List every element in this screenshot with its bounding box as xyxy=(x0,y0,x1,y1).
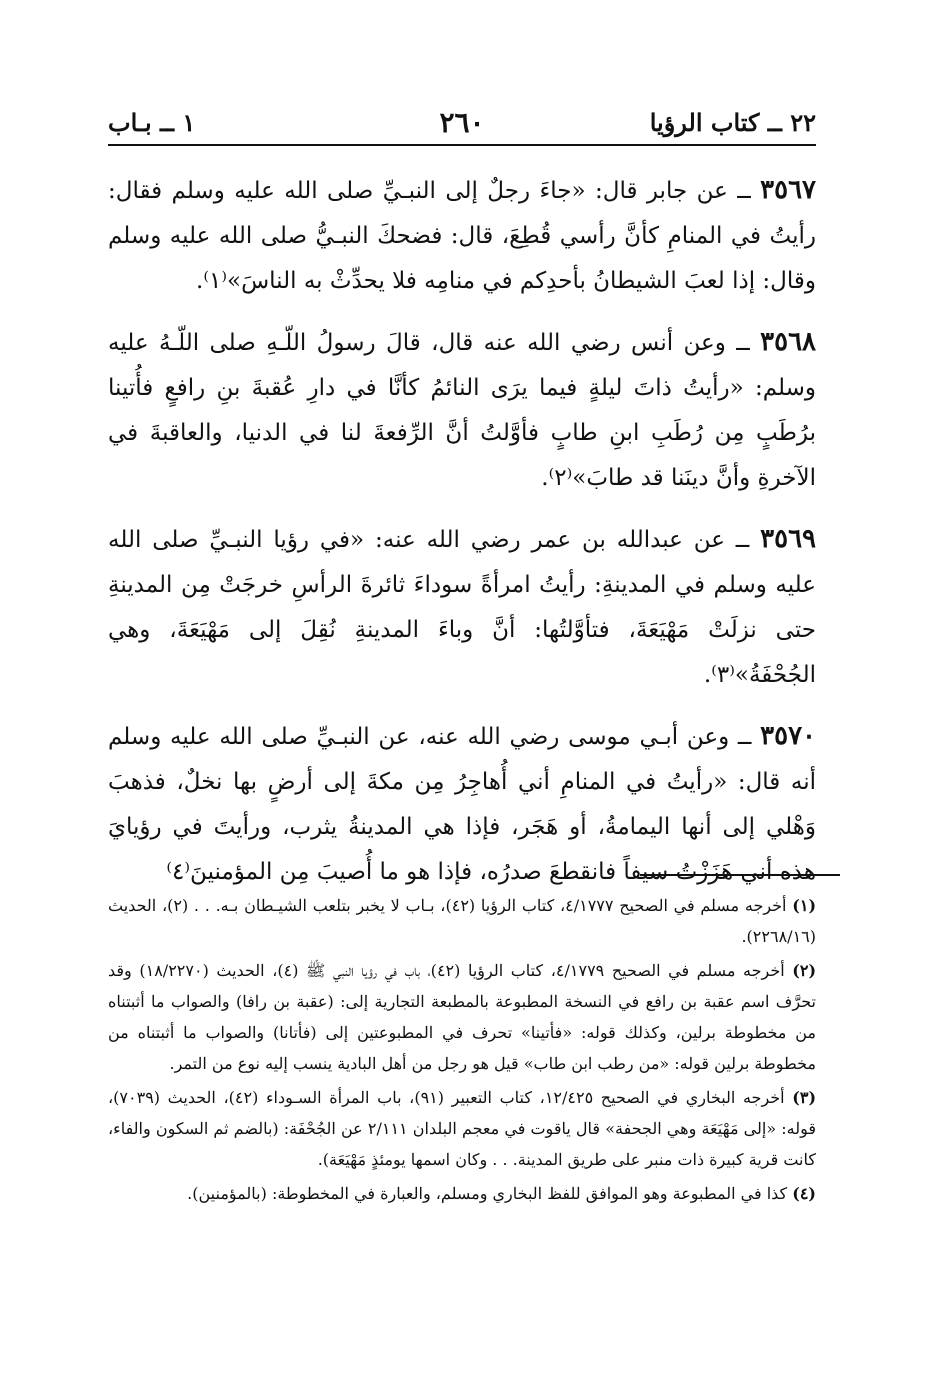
hadith-number: ٣٥٧٠ xyxy=(760,721,817,751)
hadith-3570 xyxy=(108,714,816,895)
hadith-3568 xyxy=(108,320,816,501)
footnote-text: أخرجه البخاري في الصحيح ١٢/٤٢٥، كتاب التعبير (٩١)، باب المرأة السـوداء (٤٢)، الحديث (٧٠٣٩)، قوله: «إلى مَهْيَعَة وهي الجحفة» قال ياقوت في معجم البلدان ٢/١١١ عن الجُحْفَة: (بالضم ثم السكون والفاء، كانت قرية كبيرة ذات منبر على طريق المدينة. . . وكان اسمها يومئذٍ مَهْيَعَة). xyxy=(108,1088,817,1169)
hadith-3569 xyxy=(108,517,816,698)
footnote-4 xyxy=(108,1178,816,1209)
footnote-number: (٢) xyxy=(792,961,817,980)
book-title: ٢٢ ــ كتاب الرؤيا xyxy=(649,108,816,137)
footnote-text: أخرجه مسلم في الصحيح ٤/١٧٧٧، كتاب الرؤيا (٤٢)، بـاب لا يخبر بتلعب الشيـطان بـه. . . (٢)، الحديث (٢٢٦٨/١٦). xyxy=(108,896,816,946)
footnote-number: (١) xyxy=(792,896,817,915)
hadith-number: ٣٥٦٧ xyxy=(760,175,817,205)
footnote-text: أخرجه مسلم في الصحيح ٤/١٧٧٩، كتاب الرؤيا (٤٢)، باب في رؤيا النبي ﷺ (٤)، الحديث (١٨/٢٢٧٠) وقد تحرَّف اسم عقبة بن رافع في النسخة المطبوعة بالمطبعة التجارية إلى: (عقبة بن رافا) والصواب ما أثبتناه من مخطوطة برلين، وكذلك قوله: «فأتينا» تحرف في المطبوعتين إلى (فأتانا) والصواب ما أثبتناه من مخطوطة برلين قوله: «من رطب ابن طاب» قيل هو رجل من أهل البادية ينسب إليه نوع من التمر. xyxy=(108,961,816,1073)
hadith-text: ــ عن عبدالله بن عمر رضي الله عنه: «في رؤيا النبـيِّ صلى الله عليه وسلم في المدينةِ: رأيتُ امرأةً سوداءَ ثائرةَ الرأسِ خرجَتْ مِن المدينةِ حتى نزلَتْ مَهْيَعَةَ، فتأوَّلتُها: أنَّ وباءَ المدينةِ نُقِلَ إلى مَهْيَعَةَ، وهي الجُحْفَةُ»⁽٣⁾. xyxy=(108,527,816,688)
footnotes xyxy=(108,890,816,1212)
footnote-number: (٣) xyxy=(792,1088,817,1107)
footnote-divider xyxy=(640,874,840,876)
footnote-2 xyxy=(108,955,816,1079)
footnote-3 xyxy=(108,1082,816,1175)
main-text xyxy=(108,168,816,911)
page-header xyxy=(108,104,816,146)
footnote-number: (٤) xyxy=(792,1184,816,1203)
footnote-text: كذا في المطبوعة وهو الموافق للفظ البخاري ومسلم، والعبارة في المخطوطة: (بالمؤمنين). xyxy=(187,1184,788,1203)
hadith-number: ٣٥٦٩ xyxy=(760,524,816,554)
footnote-1 xyxy=(108,890,816,952)
hadith-text: ــ وعن أبـي موسى رضي الله عنه، عن النبـيِّ صلى الله عليه وسلم أنه قال: «رأيتُ في المنامِ أني أُهاجِرُ مِن مكةَ إلى أرضٍ بها نخلٌ، فذهبَ وَهْلي إلى أنها اليمامةُ، أو هَجَر، فإذا هي المدينةُ يثرب، ورأيتَ في رؤيايَ هذه أني هَزَزْتُ سيفاً فانقطعَ صدرُه، فإذا هو ما أُصيبَ مِن المؤمنينَ⁽٤⁾ xyxy=(108,724,816,885)
hadith-3567 xyxy=(108,168,816,304)
hadith-number: ٣٥٦٨ xyxy=(760,327,817,357)
chapter-title: ١ ــ بـاب xyxy=(108,108,196,137)
hadith-text: ــ وعن أنس رضي الله عنه قال، قالَ رسولُ اللّـهِ صلى اللّـهُ عليه وسلم: «رأيتُ ذاتَ ليلةٍ فيما يرَى النائمُ كأنَّا في دارِ عُقبةَ بنِ رافعٍ فأُتينا برُطَبٍ مِن رُطَبِ ابنِ طابٍ فأوَّلتُ أنَّ الرِّفعةَ لنا في الدنيا، والعاقبةَ في الآخرةِ وأنَّ دينَنا قد طابَ»⁽٢⁾. xyxy=(108,330,816,491)
hadith-text: ــ عن جابر قال: «جاءَ رجلٌ إلى النبـيِّ صلى الله عليه وسلم فقال: رأيتُ في المنامِ كأنَّ رأسي قُطِعَ، قال: فضحكَ النبـيُّ صلى الله عليه وسلم وقال: إذا لعبَ الشيطانُ بأحدِكم في منامِه فلا يحدِّثْ به الناسَ»⁽١⁾. xyxy=(108,178,816,294)
page-number: ٢٦٠ xyxy=(439,106,485,139)
